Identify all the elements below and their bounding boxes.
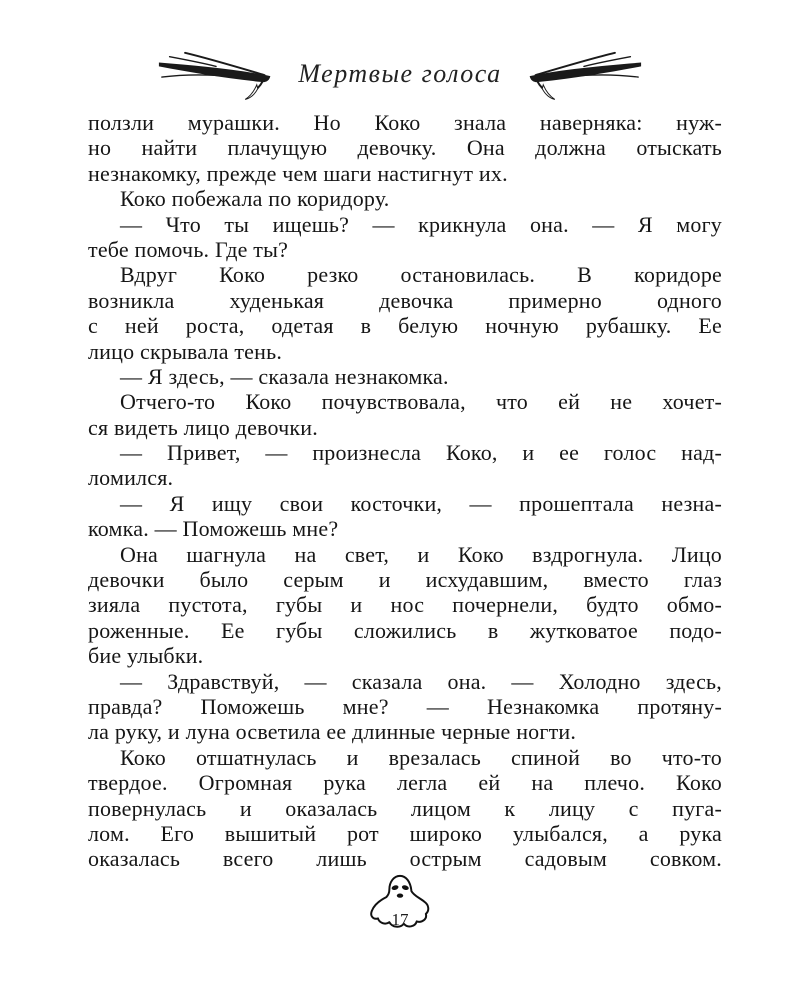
text-line: — Что ты ищешь? — крикнула она. — Я могу [120, 211, 722, 237]
text-line: ла руку, и луна осветила ее длинные черные ногти. [88, 719, 577, 745]
text-line: ломился. [88, 465, 174, 491]
branch-twig-icon [156, 48, 282, 104]
text-line: — Я здесь, — сказала незнакомка. [120, 363, 449, 389]
text-line: Коко отшатнулась и врезалась спиной во что-то [120, 744, 722, 770]
text-line: — Привет, — произнесла Коко, и ее голос над- [120, 440, 722, 466]
text-line: ся видеть лицо девочки. [88, 414, 318, 440]
text-line: оказалась всего лишь острым садовым совком. [88, 846, 722, 872]
text-line: девочки было серым и исхудавшим, вместо глаз [88, 567, 722, 593]
text-line: лицо скрывала тень. [88, 338, 283, 364]
text-line: правда? Поможешь мне? — Незнакомка протяну- [88, 693, 722, 719]
text-line: возникла худенькая девочка примерно одного [88, 287, 722, 313]
text-line: Коко побежала по коридору. [120, 186, 390, 212]
text-line: лом. Его вышитый рот широко улыбался, а рука [88, 820, 722, 846]
text-line: с ней роста, одетая в белую ночную рубашку. Ее [88, 313, 722, 339]
text-line: твердое. Огромная рука легла ей на плечо. Коко [88, 770, 722, 796]
page-number: 17 [391, 910, 409, 929]
text-line: Она шагнула на свет, и Коко вздрогнула. Лицо [120, 541, 722, 567]
text-line: бие улыбки. [88, 643, 204, 669]
ghost-icon [362, 872, 438, 942]
text-line: зияла пустота, губы и нос почернели, будто обмо- [88, 592, 722, 618]
text-line: ползли мурашки. Но Коко знала наверняка: нуж- [88, 110, 722, 135]
text-block [88, 110, 722, 872]
page-header [0, 44, 800, 108]
running-title: Мертвые голоса [298, 59, 502, 88]
text-line: повернулась и оказалась лицом к лицу с пуга- [88, 795, 722, 821]
text-line: незнакомку, прежде чем шаги настигнут их. [88, 160, 508, 186]
text-line: Отчего-то Коко почувствовала, что ей не хочет- [120, 389, 722, 415]
text-line: Вдруг Коко резко остановилась. В коридоре [120, 262, 722, 288]
text-line: — Я ищу свои косточки, — прошептала незна- [120, 490, 722, 516]
text-line: роженные. Ее губы сложились в жутковатое подо- [88, 617, 722, 643]
text-line: но найти плачущую девочку. Она должна отыскать [88, 135, 722, 161]
text-line: тебе помочь. Где ты? [88, 236, 289, 262]
text-line: комка. — Поможешь мне? [88, 516, 339, 542]
text-line: — Здравствуй, — сказала она. — Холодно здесь, [120, 668, 722, 694]
branch-twig-icon [518, 48, 644, 104]
page-footer [0, 872, 800, 942]
